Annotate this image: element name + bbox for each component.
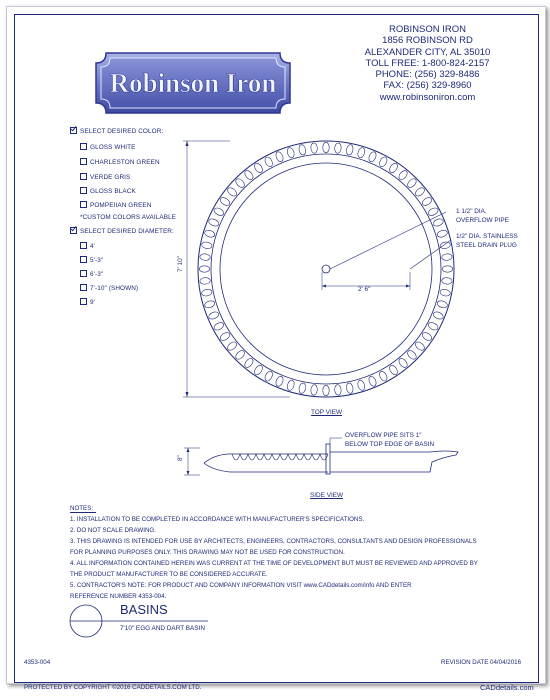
checkbox[interactable] [80, 201, 87, 208]
egg-ornament [388, 364, 399, 376]
note-line: 5. CONTRACTOR'S NOTE: FOR PRODUCT AND COMPANY INFORMATION VISIT www.CADdetails.com/info AND ENTER [70, 582, 412, 589]
note-line: REFERENCE NUMBER 4353-004. [70, 593, 167, 600]
address-line-1: 1856 ROBINSON RD [382, 35, 473, 47]
checkbox[interactable] [80, 270, 87, 277]
drawing-subtitle: 7'10" EGG AND DART BASIN [120, 625, 205, 632]
egg-ornament [200, 277, 211, 284]
side-egg-ornament [296, 454, 304, 460]
side-egg-ornament [280, 454, 288, 460]
checked-checkbox[interactable] [70, 227, 77, 234]
note-line: 1. INSTALLATION TO BE COMPLETED IN ACCORDANCE WITH MANUFACTURER'S SPECIFICATIONS. [70, 516, 365, 523]
overflow-callout-2: OVERFLOW PIPE [456, 217, 509, 224]
toll-free: TOLL FREE: 1-800-824-2157 [365, 57, 490, 69]
side-egg-ornament [232, 454, 240, 460]
basin-top-view [170, 130, 470, 402]
side-egg-ornament [272, 454, 280, 460]
egg-ornament [427, 206, 439, 217]
egg-ornament [201, 241, 212, 249]
egg-ornament [201, 289, 212, 297]
egg-ornament [243, 357, 255, 369]
egg-ornament [357, 147, 366, 159]
phone: PHONE: (256) 329-8486 [375, 69, 480, 81]
checkbox[interactable] [80, 284, 87, 291]
note-line: FOR PLANNING PURPOSES ONLY. THIS DRAWING MAY NOT BE USED FOR CONSTRUCTION. [70, 549, 345, 556]
side-height-label: 8" [177, 455, 184, 461]
drain-callout-2: STEEL DRAIN PLUG [456, 242, 517, 249]
egg-ornament [275, 151, 285, 163]
egg-ornament [427, 321, 439, 332]
egg-ornament [213, 321, 225, 332]
checkbox[interactable] [80, 173, 87, 180]
egg-ornament [323, 385, 329, 395]
egg-ornament [208, 311, 220, 321]
egg-ornament [442, 266, 452, 272]
egg-ornament [226, 186, 238, 198]
egg-ornament [219, 196, 231, 207]
egg-ornament [234, 177, 246, 189]
side-callout-2: BELOW TOP EDGE OF BASIN [345, 441, 435, 448]
egg-ornament [298, 144, 306, 155]
basin-section-right [330, 451, 458, 472]
side-egg-ornament [264, 454, 272, 460]
egg-ornament [414, 340, 426, 352]
egg-ornament [421, 331, 433, 342]
side-egg-ornament [312, 454, 320, 460]
address-line-2: ALEXANDER CITY, AL 35010 [364, 46, 491, 58]
diameter-option[interactable]: 6'-3" [80, 270, 103, 278]
egg-ornament [368, 375, 378, 387]
overflow-pipe [322, 265, 330, 273]
egg-ornament [406, 177, 418, 189]
diameter-heading: SELECT DESIRED DIAMETER: [70, 227, 174, 235]
revision-date: REVISION DATE 04/04/2016 [441, 659, 522, 666]
color-heading: SELECT DESIRED COLOR: [70, 127, 163, 135]
egg-ornament [310, 384, 317, 395]
basin-bottom-edge [204, 463, 328, 472]
egg-ornament [323, 142, 329, 152]
custom-colors-note: *CUSTOM COLORS AVAILABLE [80, 214, 177, 221]
egg-ornament [441, 277, 452, 284]
egg-ornament [346, 382, 354, 393]
egg-ornament [439, 241, 450, 249]
egg-ornament [357, 379, 366, 391]
egg-ornament [298, 382, 306, 393]
egg-ornament [432, 218, 444, 228]
egg-ornament [234, 349, 246, 361]
egg-ornament [253, 162, 264, 174]
egg-ornament [346, 144, 354, 155]
color-option[interactable]: GLOSS BLACK [80, 187, 136, 195]
checkbox[interactable] [80, 187, 87, 194]
notes-heading: NOTES: [70, 505, 94, 512]
egg-ornament [213, 206, 225, 217]
egg-ornament [263, 370, 274, 382]
checkbox[interactable] [80, 158, 87, 165]
checkbox[interactable] [80, 298, 87, 305]
side-callout-1: OVERFLOW PIPE SITS 1" [345, 432, 422, 439]
drawing-title: BASINS [120, 602, 168, 617]
egg-ornament [275, 375, 285, 387]
side-egg-ornament [304, 454, 312, 460]
egg-ornament [414, 186, 426, 198]
egg-ornament [200, 253, 211, 260]
egg-ornament [226, 340, 238, 352]
contact-block [345, 24, 510, 103]
drain-callout-1: 1/2" DIA. STAINLESS [456, 233, 518, 240]
egg-ornament [421, 196, 433, 207]
logo-text: Robinson Iron [109, 68, 277, 98]
egg-ornament [378, 156, 389, 168]
fax: FAX: (256) 329-8960 [383, 80, 472, 92]
egg-ornament [263, 156, 274, 168]
diameter-option[interactable]: 4' [80, 242, 95, 250]
overflow-pipe-section [326, 444, 330, 474]
checkbox[interactable] [80, 242, 87, 249]
radius-label: 2' 6" [358, 286, 371, 293]
color-option[interactable]: POMPEIIAN GREEN [80, 201, 152, 209]
checkbox[interactable] [80, 256, 87, 263]
reference-number: 4353-004 [24, 659, 51, 666]
overflow-callout-1: 1 1/2" DIA. [456, 208, 487, 215]
diameter-option[interactable]: 5'-3" [80, 256, 103, 264]
egg-ornament [286, 147, 295, 159]
side-egg-ornament [288, 454, 296, 460]
egg-ornament [439, 289, 450, 297]
diameter-option[interactable]: 9' [80, 298, 95, 306]
egg-and-dart-rim [199, 142, 452, 395]
robinson-iron-logo [94, 51, 292, 115]
egg-ornament [397, 169, 409, 181]
egg-ornament [406, 349, 418, 361]
top-view-label: TOP VIEW [311, 409, 343, 416]
copyright-notice: PROTECTED BY COPYRIGHT ©2016 CADDETAILS.COM LTD. [24, 684, 202, 691]
egg-ornament [432, 311, 444, 321]
side-egg-ornament [256, 454, 264, 460]
note-line: 4. ALL INFORMATION CONTAINED HEREIN WAS CURRENT AT THE TIME OF DEVELOPMENT BUT MUST BE REVIEWED AND APPROVED BY [70, 560, 478, 567]
egg-ornament [436, 229, 448, 238]
egg-ornament [204, 229, 216, 238]
egg-ornament [334, 143, 341, 154]
side-view-label: SIDE VIEW [310, 492, 344, 499]
side-egg-ornament [320, 454, 328, 460]
height-dimension-label: 7' 10" [177, 256, 184, 272]
company-name: ROBINSON IRON [388, 24, 467, 35]
side-egg-ornament [248, 454, 256, 460]
egg-ornament [397, 357, 409, 369]
egg-ornament [378, 370, 389, 382]
egg-ornament [199, 266, 209, 272]
egg-ornament [368, 151, 378, 163]
basin-inner-circle [220, 163, 432, 375]
basin-side-view [180, 428, 480, 488]
note-line: 2. DO NOT SCALE DRAWING. [70, 527, 156, 534]
color-option[interactable]: CHARLESTON GREEN [80, 158, 160, 166]
egg-ornament [388, 162, 399, 174]
egg-ornament [436, 300, 448, 309]
caddetails-brand: CADdetails.com [480, 683, 534, 692]
egg-ornament [253, 364, 264, 376]
egg-ornament [208, 218, 220, 228]
side-egg-ornament [240, 454, 248, 460]
color-option[interactable]: GLOSS WHITE [80, 143, 136, 151]
rim-inner-ring [211, 154, 441, 384]
egg-ornament [204, 300, 216, 309]
note-line: THE PRODUCT MANUFACTURER TO BE CONSIDERED ACCURATE. [70, 571, 268, 578]
egg-ornament [219, 331, 231, 342]
egg-ornament [334, 384, 341, 395]
note-line: 3. THIS DRAWING IS INTENDED FOR USE BY ARCHITECTS, ENGINEERS, CONTRACTORS, CONSULTANTS AND DESIGN PROFESSIONALS [70, 538, 477, 545]
checkbox[interactable] [80, 143, 87, 150]
egg-ornament [243, 169, 255, 181]
overflow-leader [330, 212, 446, 269]
website-link[interactable]: www.robinsoniron.com [379, 91, 476, 103]
diameter-option[interactable]: 7'-10" (SHOWN) [80, 284, 138, 292]
checked-checkbox[interactable] [70, 127, 77, 134]
color-option[interactable]: VERDE GRIS [80, 173, 130, 181]
egg-ornament [441, 253, 452, 260]
egg-ornament [310, 143, 317, 154]
egg-ornament [286, 379, 295, 391]
